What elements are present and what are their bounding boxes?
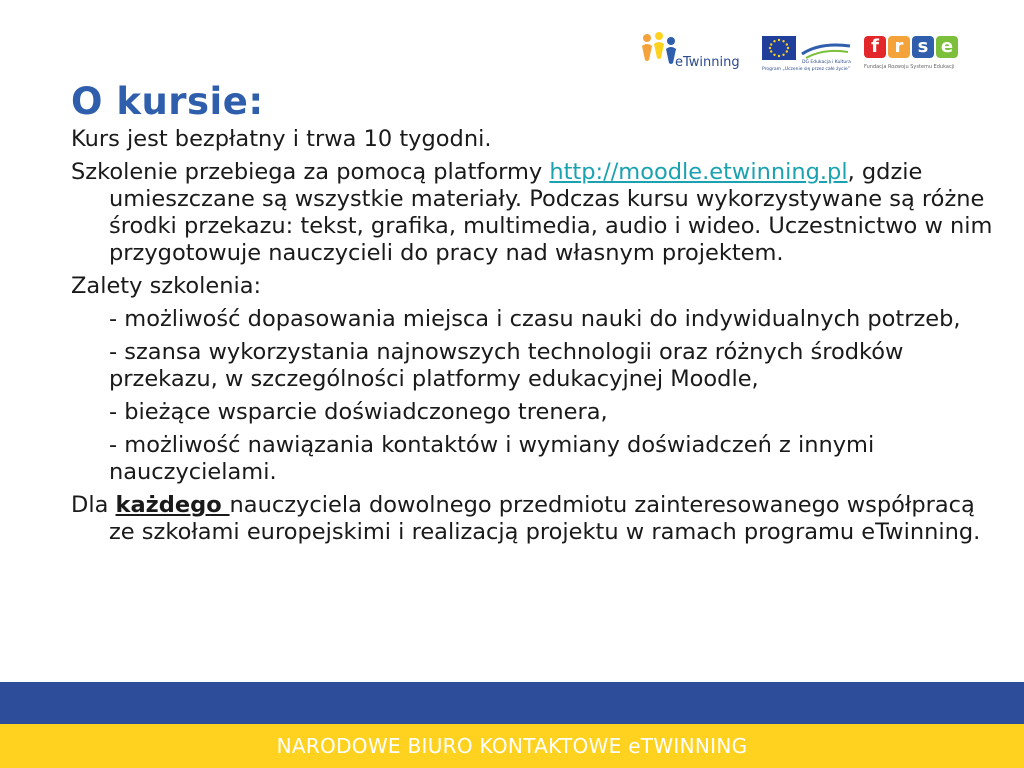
etwinning-logo-text: eTwinning	[675, 55, 740, 70]
advantage-item: - możliwość dopasowania miejsca i czasu nauki do indywidualnych potrzeb,	[109, 306, 961, 332]
frse-logo	[864, 36, 964, 76]
platform-text-before: Szkolenie przebiega za pomocą platformy	[71, 159, 550, 185]
frse-letter: r	[888, 36, 910, 58]
slide-body	[71, 126, 996, 552]
audience-text-before: Dla	[71, 492, 116, 518]
advantage-item: - szansa wykorzystania najnowszych technologii oraz różnych środków przekazu, w szczególności platformy edukacyjnej Moodle,	[109, 339, 904, 392]
target-audience-paragraph	[71, 492, 996, 546]
platform-paragraph	[71, 159, 996, 267]
etwinning-figures-icon	[639, 32, 679, 68]
eu-program-logo	[762, 36, 854, 76]
program-swoosh-icon	[800, 40, 852, 60]
etwinning-logo	[635, 28, 755, 74]
frse-caption: Fundacja Rozwoju Systemu Edukacji	[864, 64, 955, 70]
frse-letter: e	[936, 36, 958, 58]
audience-text-after: nauczyciela dowolnego przedmiotu zainteresowanego współpracą ze szkołami europejskimi i realizacją projektu w ramach programu eTwinning.	[109, 492, 981, 545]
advantage-item: - możliwość nawiązania kontaktów i wymiany doświadczeń z innymi nauczycielami.	[109, 432, 875, 485]
advantage-item: - bieżące wsparcie doświadczonego trenera,	[109, 399, 608, 425]
audience-emphasis: każdego	[115, 492, 230, 518]
eu-caption-program: Program „Uczenie się przez całe życie”	[762, 67, 850, 72]
eu-flag-icon	[762, 36, 796, 60]
advantages-heading: Zalety szkolenia:	[71, 273, 262, 299]
moodle-link[interactable]: http://moodle.etwinning.pl	[549, 159, 848, 185]
course-free-paragraph: Kurs jest bezpłatny i trwa 10 tygodni.	[71, 126, 492, 152]
eu-caption-dg: DG Edukacja i Kultura	[802, 60, 851, 65]
footer-text: NARODOWE BIURO KONTAKTOWE eTWINNING	[276, 734, 748, 758]
frse-letter: f	[864, 36, 886, 58]
slide-title: O kursie:	[71, 80, 264, 123]
frse-letter: s	[912, 36, 934, 58]
platform-text-after: , gdzie umieszczane są wszystkie materiały. Podczas kursu wykorzystywane są różne środki przekazu: tekst, grafika, multimedia, audio i wideo. Uczestnictwo w nim przygotowuje nauczycieli do pracy nad własnym projektem.	[109, 159, 993, 266]
footer-blue-band	[0, 682, 1024, 724]
